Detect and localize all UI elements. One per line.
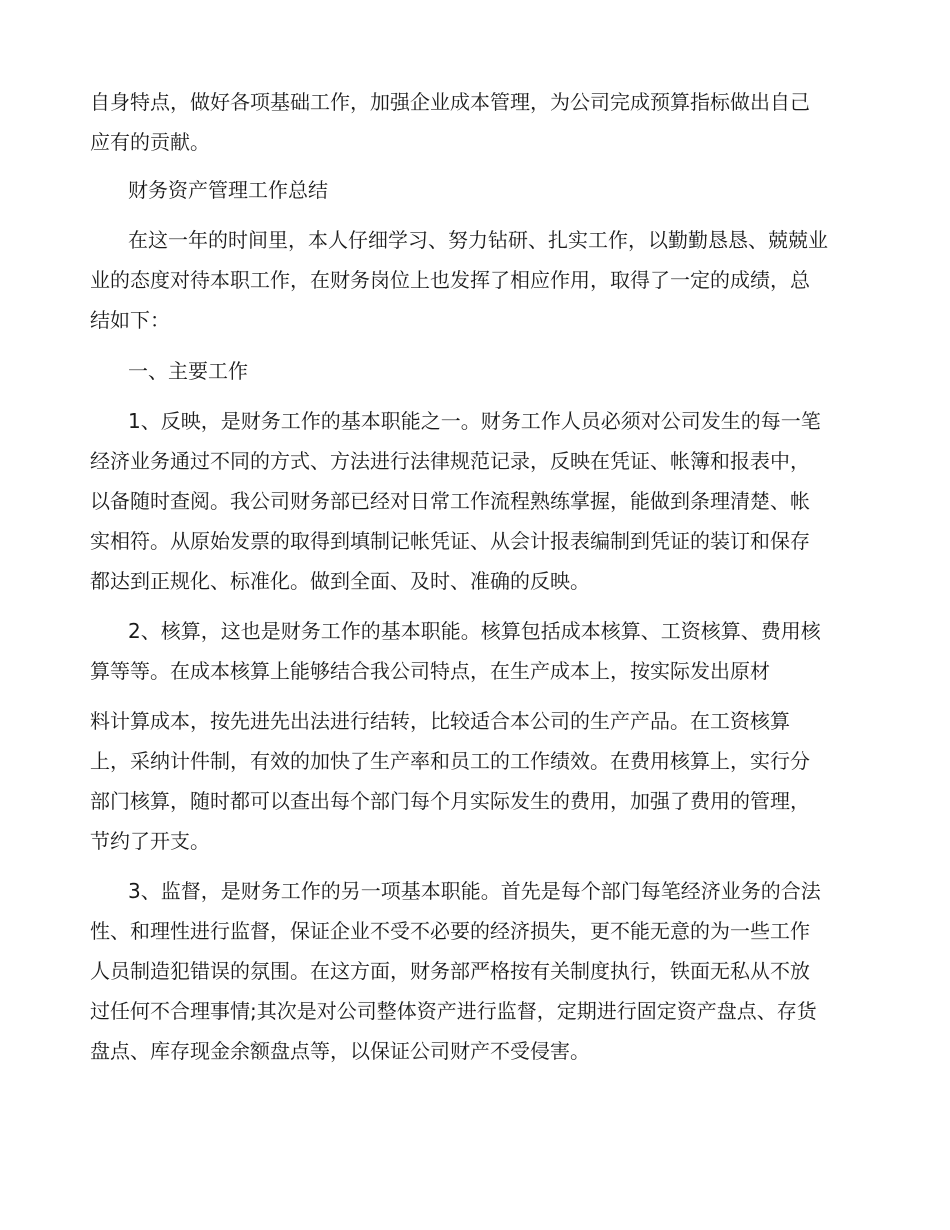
item3-line-4: 过任何不合理事情;其次是对公司整体资产进行监督，定期进行固定资产盘点、存货 <box>90 999 817 1023</box>
item3-line-2: 性、和理性进行监督，保证企业不受不必要的经济损失，更不能无意的为一些工作 <box>90 919 810 943</box>
item3-line-1: 3、监督，是财务工作的另一项基本职能。首先是每个部门每笔经济业务的合法 <box>128 879 821 903</box>
opening-line-2: 业的态度对待本职工作，在财务岗位上也发挥了相应作用，取得了一定的成绩，总 <box>90 268 810 292</box>
item2-cont-line-4: 节约了开支。 <box>90 829 210 853</box>
opening-line-3: 结如下： <box>90 308 170 332</box>
item3-line-3: 人员制造犯错误的氛围。在这方面，财务部严格按有关制度执行，铁面无私从不放 <box>90 959 810 983</box>
item1-line-3: 以备随时查阅。我公司财务部已经对日常工作流程熟练掌握，能做到条理清楚、帐 <box>90 489 810 513</box>
item1-line-5: 都达到正规化、标准化。做到全面、及时、准确的反映。 <box>90 569 590 593</box>
item1-line-4: 实相符。从原始发票的取得到填制记帐凭证、从会计报表编制到凭证的装订和保存 <box>90 529 810 553</box>
item2-cont-line-1: 料计算成本，按先进先出法进行结转，比较适合本公司的生产产品。在工资核算 <box>90 709 790 733</box>
item3-line-5: 盘点、库存现金余额盘点等，以保证公司财产不受侵害。 <box>90 1039 590 1063</box>
document-title: 财务资产管理工作总结 <box>128 178 328 202</box>
item2-cont-line-3: 部门核算，随时都可以查出每个部门每个月实际发生的费用，加强了费用的管理， <box>90 789 810 813</box>
item2-cont-line-2: 上，采纳计件制，有效的加快了生产率和员工的工作绩效。在费用核算上，实行分 <box>90 749 810 773</box>
item2-line-1: 2、核算，这也是财务工作的基本职能。核算包括成本核算、工资核算、费用核 <box>128 619 821 643</box>
section-heading: 一、主要工作 <box>128 359 248 383</box>
item1-line-2: 经济业务通过不同的方式、方法进行法律规范记录，反映在凭证、帐簿和报表中， <box>90 449 810 473</box>
item1-line-1: 1、反映，是财务工作的基本职能之一。财务工作人员必须对公司发生的每一笔 <box>128 409 821 433</box>
item2-line-2: 算等等。在成本核算上能够结合我公司特点，在生产成本上，按实际发出原材 <box>90 659 770 683</box>
intro-line-1: 自身特点，做好各项基础工作，加强企业成本管理，为公司完成预算指标做出自己 <box>90 90 810 114</box>
opening-line-1: 在这一年的时间里，本人仔细学习、努力钻研、扎实工作，以勤勤恳恳、兢兢业 <box>128 228 828 252</box>
intro-line-2: 应有的贡献。 <box>90 130 210 154</box>
